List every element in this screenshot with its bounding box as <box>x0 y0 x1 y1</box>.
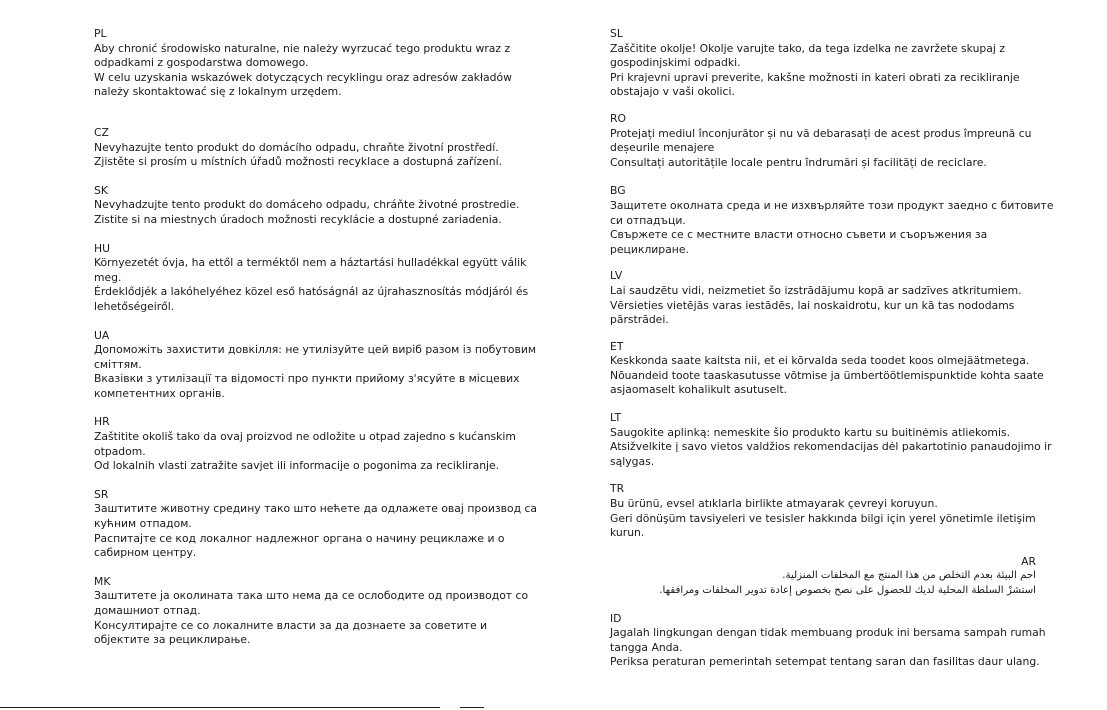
section-cz <box>94 126 549 170</box>
section-ar <box>610 555 1036 599</box>
recycling-text: Заштитете ја околината така што нема да се ослободите од производот со домашниот отпад. Консултирајте се со локалните власти за да дознаете за советите и објектите за рециклирање. <box>94 589 529 647</box>
language-code: MK <box>94 574 111 588</box>
recycling-text: Lai saudzētu vidi, neizmetiet šo izstrādājumu kopā ar sadzīves atkritumiem. Vērsieties vietējās varas iestādēs, lai noskaidrotu, kur un kā tas nododams pārstrādei. <box>610 283 1022 327</box>
section-bg <box>610 184 1065 257</box>
language-code: PL <box>94 27 107 40</box>
language-code: BG <box>610 184 626 198</box>
section-et <box>610 340 1065 398</box>
language-code: SL <box>610 27 623 40</box>
section-sk <box>94 184 549 228</box>
language-code: HU <box>94 241 111 255</box>
footer-rule-mark <box>460 707 484 708</box>
recycling-text: Защитете околната среда и не изхвърляйте този продукт заедно с битовите си отпадъци. Свържете се с местните власти относно съвети и съоръжения за рециклиране. <box>610 198 1054 256</box>
section-tr <box>610 482 1065 540</box>
recycling-text: Jagalah lingkungan dengan tidak membuang produk ini bersama sampah rumah tangga Anda. Periksa peraturan pemerintah setempat tentang saran dan fasilitas daur ulang. <box>610 626 1046 669</box>
language-code: SK <box>94 183 108 197</box>
recycling-text: Környezetét óvja, ha ettől a terméktől nem a háztartási hulladékkal együtt válik meg. Érdeklődjék a lakóhelyéhez közel eső hatóságnál az újrahasznosítás módjáról és lehetőségeiről. <box>94 256 529 313</box>
language-code: ID <box>610 611 622 625</box>
recycling-text: Protejați mediul înconjurător și nu vă debarasați de acest produs împreună cu deșeurile menajere Consultați autoritățile locale pentru îndrumări și facilități de reciclare. <box>610 126 1032 169</box>
section-hu <box>94 242 549 315</box>
recycling-text: احم البيئة بعدم التخلص من هذا المنتج مع المخلفات المنزلية. استشرْ السلطة المحلية لديك للحصول على نصح بخصوص إعادة تدوير المخلفات ومرافقها. <box>659 570 1036 596</box>
section-sl <box>610 27 1065 100</box>
recycling-text: Keskkonda saate kaitsta nii, et ei kõrvalda seda toodet koos olmejäätmetega. Nõuandeid toote taaskasutusse võtmise ja ümbertöötlemispunktide kohta saate asjaomaselt kohalikult asutuselt. <box>610 354 1044 397</box>
language-code: UA <box>94 328 110 342</box>
recycling-text: Nevyhazujte tento produkt do domácího odpadu, chraňte životní prostředí. Zjistěte si prosím u místních úřadů možnosti recyklace a dostupná zařízení. <box>94 140 503 169</box>
language-code: AR <box>1021 554 1036 568</box>
recycling-text: Nevyhadzujte tento produkt do domáceho odpadu, chráňte životné prostredie. Zistite si na miestnych úradoch možnosti recyklácie a dostupné zariadenia. <box>94 198 520 226</box>
language-code: TR <box>610 482 625 496</box>
language-code: RO <box>610 111 627 125</box>
language-code: HR <box>94 415 110 429</box>
section-lt <box>610 411 1065 469</box>
right-column <box>610 27 1065 670</box>
recycling-text: Bu ürünü, evsel atıklarla birlikte atmayarak çevreyi koruyun. Geri dönüşüm tavsiyeleri ve tesisler hakkında bilgi için yerel yönetimle iletişim kurun. <box>610 497 1036 540</box>
language-code: SR <box>94 487 109 501</box>
left-column <box>94 27 549 648</box>
section-id <box>610 612 1065 670</box>
language-code: LT <box>610 411 622 425</box>
recycling-text: Заштитите животну средину тако што нећете да одлажете овај производ са кућним отпадом. Распитајте се код локалног надлежног органа о начину рециклаже и о сабирном центру. <box>94 502 538 560</box>
section-hr <box>94 415 549 473</box>
section-ua <box>94 329 549 402</box>
language-code: CZ <box>94 125 109 139</box>
section-sr <box>94 488 549 561</box>
section-pl <box>94 27 549 100</box>
section-lv <box>610 269 1065 327</box>
footer-rule-left <box>0 707 440 708</box>
recycling-text: Допоможіть захистити довкілля: не утилізуйте цей виріб разом із побутовим сміттям. Вказівки з утилізації та відомості про пункти прийому з'ясуйте в місцевих компетентних органів. <box>94 343 537 400</box>
recycling-text: Saugokite aplinką: nemeskite šio produkto kartu su buitinėmis atliekomis. Atsižvelkite į savo vietos valdžios rekomendacijas dėl pakartotinio panaudojimo ir sąlygas. <box>610 425 1052 468</box>
section-ro <box>610 112 1065 170</box>
recycling-text: Zaščitite okolje! Okolje varujte tako, da tega izdelka ne zavržete skupaj z gospodinjskimi odpadki. Pri krajevni upravi preverite, kakšne možnosti in kateri obrati za recikliranje obstajajo v vaši okolici. <box>610 41 1020 99</box>
language-code: ET <box>610 339 624 353</box>
recycling-text: Aby chronić środowisko naturalne, nie należy wyrzucać tego produktu wraz z odpadkami z gospodarstwa domowego. W celu uzyskania wskazówek dotyczących recyklingu oraz adresów zakładów należy skontaktować się z lokalnym urzędem. <box>94 41 512 99</box>
recycling-text: Zaštitite okoliš tako da ovaj proizvod ne odložite u otpad zajedno s kućanskim otpadom. Od lokalnih vlasti zatražite savjet ili informacije o pogonima za recikliranje. <box>94 430 516 473</box>
section-mk <box>94 575 549 648</box>
language-code: LV <box>610 269 623 283</box>
